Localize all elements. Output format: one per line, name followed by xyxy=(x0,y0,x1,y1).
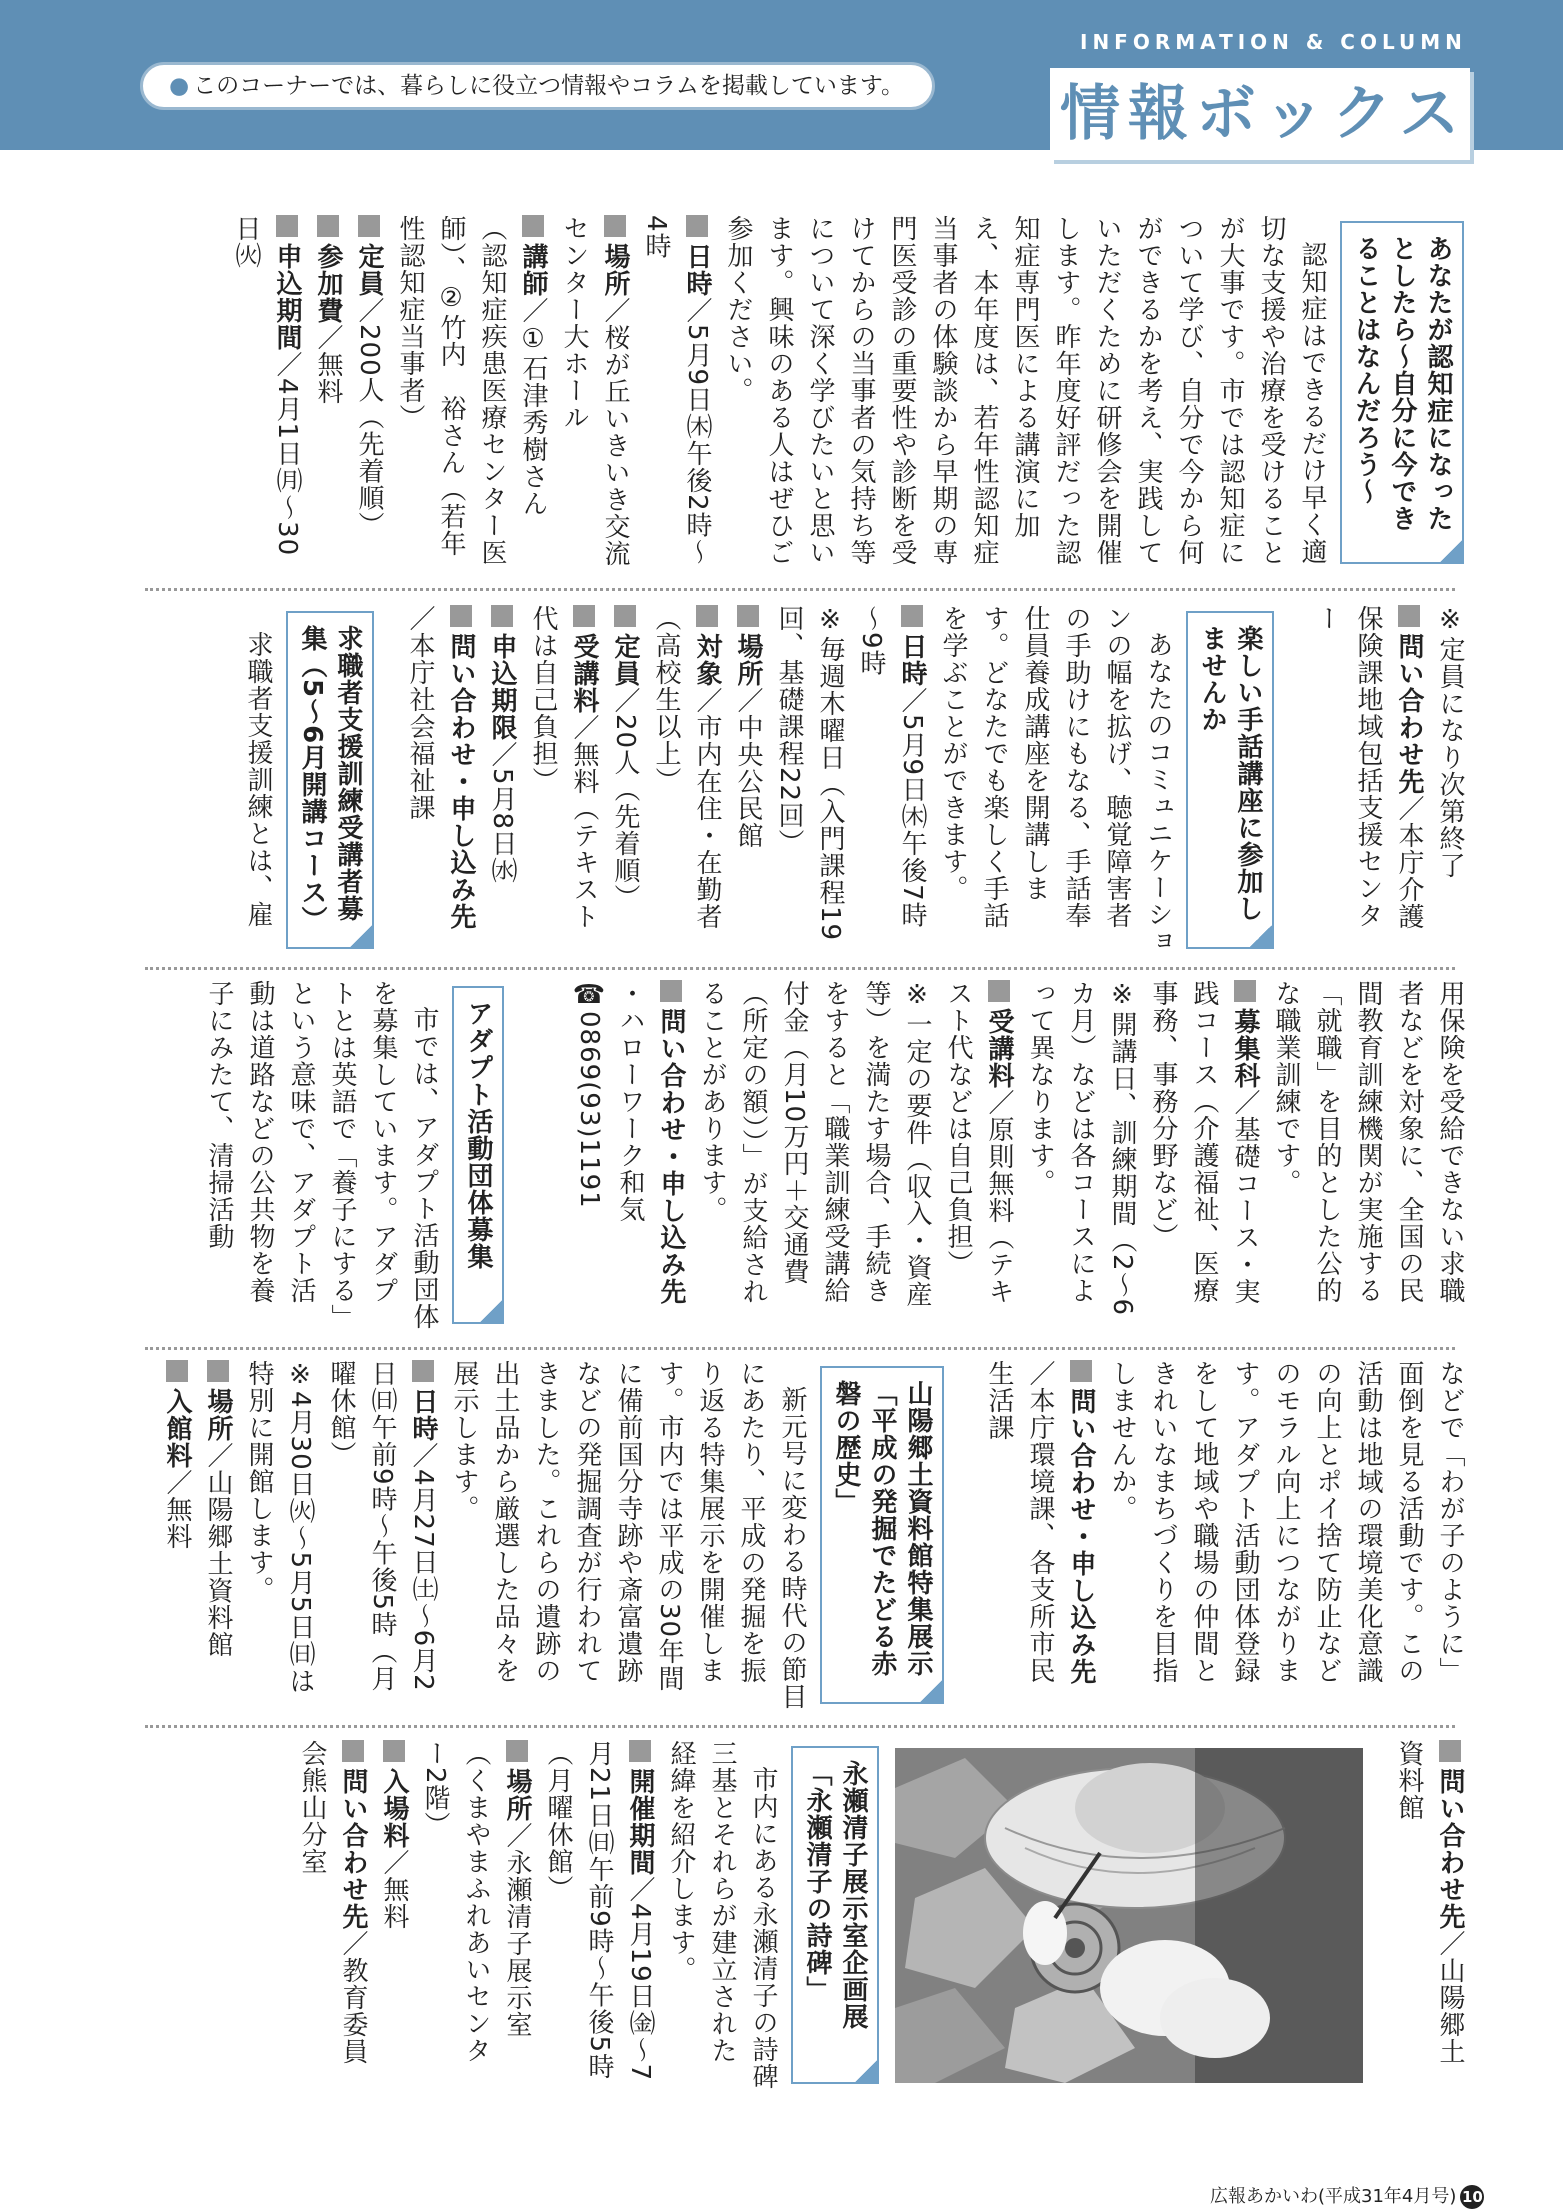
info-contact: 問い合わせ・申し込み先／本庁環境課、各支所市民生活課 xyxy=(984,1360,1096,1685)
article-body: などで「わが子のように」面倒を見る活動です。この活動は地域の環境美化意識の向上とポイ捨て防止などのモラル向上につながります。アダプト活動団体登録をして地域や職場の仲間ときれいなまちづくりを目指しませんか。 xyxy=(1107,1360,1465,1684)
article-heading: 楽しい手話講座に参加しませんか xyxy=(1186,611,1274,949)
info-contact-org: ・ハローワーク和気 xyxy=(615,980,645,1223)
footer-publication: 広報あかいわ(平成31年4月号) xyxy=(1210,2186,1457,2207)
square-bullet-icon xyxy=(686,215,708,237)
info-deadline: 申込期間／4月1日㈪～30日㈫ xyxy=(231,215,302,557)
info-note: ※一定の要件（収入・資産等）を満たす場合、手続きをすると「職業訓練受講給付金（月10万円＋交通費（所定の額））」が支給されることがあります。 xyxy=(697,980,932,1308)
square-bullet-icon xyxy=(1234,980,1256,1002)
square-bullet-icon xyxy=(522,215,544,237)
separator xyxy=(145,1725,1455,1728)
square-bullet-icon xyxy=(450,605,472,627)
article-body: 新元号に変わる時代の節目にあたり、平成の発掘を振り返る特集展示を開催します。市内では平成の30年間に備前国分寺跡や斎富遺跡などの発掘調査が行われてきました。これらの遺跡の出土品から厳選した品々を展示します。 xyxy=(449,1360,807,1710)
info-note: ※開講日、訓練期間（2～6カ月）などは各コースによって異なります。 xyxy=(1025,980,1137,1317)
info-contact: 問い合わせ先／教育委員会熊山分室 xyxy=(297,1740,368,2065)
info-date: 日時／4月27日㈯～6月2日㈰午前9時～午後5時（月曜休館） xyxy=(326,1360,438,1693)
article-heading: あなたが認知症になったとしたら～自分に今できることはなんだろう～ xyxy=(1340,221,1464,564)
square-bullet-icon xyxy=(988,980,1010,1002)
square-bullet-icon xyxy=(573,605,595,627)
info-target: 対象／市内在住・在勤者（高校生以上） xyxy=(651,605,722,930)
article-body: 市では、アダプト活動団体を募集しています。アダプトとは英語で「養子にする」という意味で、アダプト活動は道路などの公共物を養子にみたて、清掃活動 xyxy=(204,980,439,1330)
square-bullet-icon xyxy=(166,1360,188,1382)
square-bullet-icon xyxy=(207,1360,229,1382)
separator xyxy=(145,588,1455,591)
info-capacity: 定員／200人（先着順） xyxy=(348,215,389,570)
article-museum-contact xyxy=(1385,1740,1470,2090)
info-fee: 入館料／無料 xyxy=(156,1360,197,1710)
info-fee: 参加費／無料 xyxy=(307,215,348,570)
square-bullet-icon xyxy=(317,215,339,237)
info-place: 場所／永瀬清子展示室（くまやまふれあいセンター2階） xyxy=(420,1740,532,2064)
info-period: 開催期間／4月19日㈮～7月21日㈰午前9時～午後5時（月曜休館） xyxy=(543,1740,655,2082)
info-contact: 問い合わせ先／山陽郷土資料館 xyxy=(1394,1740,1465,2065)
info-fee: 受講料／原則無料（テキスト代などは自己負担） xyxy=(943,980,1014,1305)
square-bullet-icon xyxy=(506,1740,528,1762)
info-contact: 問い合わせ・申し込み先／本庁社会福祉課 xyxy=(405,605,476,930)
info-contact: 問い合わせ先／本庁介護保険課地域包括支援センター xyxy=(1312,605,1424,930)
article-heading: 山陽郷土資料館特集展示「平成の発掘でたどる赤磐の歴史」 xyxy=(820,1366,944,1704)
info-date: 日時／5月9日㈭午後7時～9時 xyxy=(856,605,927,929)
info-contact: 問い合わせ・申し込み先 xyxy=(650,980,691,1330)
article-body: 求職者支援訓練とは、雇 xyxy=(243,631,273,928)
article-body: 用保険を受給できない求職者などを対象に、全国の民間教育訓練機関が実施する「就職」を目的とした公的な職業訓練です。 xyxy=(1271,980,1465,1304)
article-museum-exhibit xyxy=(140,1360,950,1710)
square-bullet-icon xyxy=(342,1740,364,1762)
article-heading: 求職者支援訓練受講者募集（5～6月開講コース） xyxy=(286,611,374,949)
info-tel: ☎0869(93)1191 xyxy=(574,980,604,1209)
article-adopt xyxy=(140,980,510,1330)
notice-text: このコーナーでは、暮らしに役立つ情報やコラムを掲載しています。 xyxy=(193,73,905,99)
article-body: 市内にある永瀬清子の詩碑三基とそれらが建立された経緯を紹介します。 xyxy=(666,1740,778,2090)
square-bullet-icon xyxy=(614,605,636,627)
article-heading: アダプト活動団体募集 xyxy=(452,986,504,1324)
info-fee: 受講料／無料（テキスト代は自己負担） xyxy=(528,605,599,930)
square-bullet-icon xyxy=(276,215,298,237)
info-place: 場所／中央公民館 xyxy=(727,605,768,955)
section-subtitle: INFORMATION & COLUMN xyxy=(1080,30,1467,54)
info-capacity: 定員／20人（先着順） xyxy=(604,605,645,955)
separator xyxy=(145,967,1455,970)
article-dementia xyxy=(140,215,1470,570)
article-job-training xyxy=(140,605,380,955)
info-place: 場所／山陽郷土資料館 xyxy=(197,1360,238,1710)
square-bullet-icon xyxy=(412,1360,434,1382)
corner-notice xyxy=(140,62,935,110)
square-bullet-icon xyxy=(604,215,626,237)
info-fee: 入場料／無料 xyxy=(373,1740,414,2090)
bullet-icon: ● xyxy=(169,73,190,99)
square-bullet-icon xyxy=(383,1740,405,1762)
article-job-training-continued xyxy=(510,980,1470,1330)
info-place: 場所／桜が丘いきいき交流センター大ホール xyxy=(559,215,630,567)
square-bullet-icon xyxy=(629,1740,651,1762)
article-adopt-continued xyxy=(960,1360,1470,1710)
info-lecturer: 講師／①石津秀樹さん（認知症疾患医療センター医師）、②竹内 裕さん（若年性認知症当事者） xyxy=(395,215,548,566)
square-bullet-icon xyxy=(491,605,513,627)
info-note: ※4月30日㈫～5月5日㈰は特別に開館します。 xyxy=(244,1360,315,1695)
square-bullet-icon xyxy=(901,605,923,627)
square-bullet-icon xyxy=(358,215,380,237)
article-sign-language xyxy=(390,605,1280,955)
square-bullet-icon xyxy=(1398,605,1420,627)
square-bullet-icon xyxy=(660,980,682,1002)
info-recruit: 募集科／基礎コース・実践コース（介護福祉、医療事務、事務分野など） xyxy=(1148,980,1260,1305)
article-body: 認知症はできるだけ早く適切な支援や治療を受けることが大事です。市では認知症について学び、自分で今から何ができるかを考え、実践していただくために研修会を開催します。昨年度好評だった認知症専門医による講演に加え、本年度は、若年性認知症当事者の体験談から早期の専門医受診の重要性や診断を受けてからの当事者の気持ち等について深く学びたいと思います。興味のある人はぜひご参加ください。 xyxy=(723,215,1327,566)
article-heading: 永瀬清子展示室企画展「永瀬清子の詩碑」 xyxy=(791,1746,879,2084)
info-note: ※毎週木曜日（入門課程19回、基礎課程22回） xyxy=(774,605,845,942)
separator xyxy=(145,1347,1455,1350)
square-bullet-icon xyxy=(1439,1740,1461,1762)
info-note: ※定員になり次第終了 xyxy=(1435,605,1465,879)
section-title: 情報ボックス xyxy=(1060,79,1468,149)
footer xyxy=(1210,2182,1484,2209)
info-date: 日時／5月9日㈭午後2時～4時 xyxy=(641,215,712,566)
article-body: あなたのコミュニケーションの幅を拡げ、聴覚障害者の手助けにもなる、手話奉仕員養成講座を開講します。どなたでも楽しく手話を学ぶことができます。 xyxy=(938,605,1173,955)
article-poem-monument xyxy=(140,1740,885,2090)
excavation-photo xyxy=(895,1748,1363,2083)
info-deadline: 申込期限／5月8日㈬ xyxy=(481,605,522,955)
square-bullet-icon xyxy=(696,605,718,627)
square-bullet-icon xyxy=(1070,1360,1092,1382)
square-bullet-icon xyxy=(737,605,759,627)
excavation-photo-image xyxy=(895,1748,1363,2083)
article-dementia-continued xyxy=(1300,605,1470,955)
page-number: 10 xyxy=(1460,2185,1484,2209)
